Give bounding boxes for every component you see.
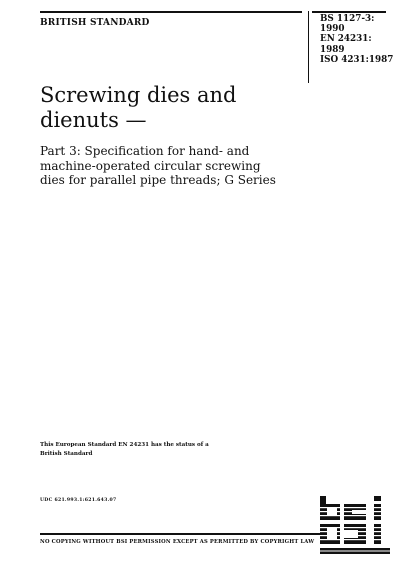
standard-number-line: ISO 4231:1987: [320, 54, 394, 65]
status-note-line: This European Standard EN 24231 has the status of a: [40, 442, 209, 448]
footer-rule: [40, 533, 340, 535]
udc-code: UDC 621.993.1:621.643.07: [40, 498, 117, 503]
document-subtitle: [40, 144, 285, 188]
status-note: [40, 441, 280, 459]
subtitle-line: Part 3: Specification for hand- and: [40, 144, 250, 158]
document-title: [40, 83, 280, 133]
standard-numbers: [320, 14, 400, 65]
bsi-logo: [318, 494, 392, 556]
header-rule: [40, 11, 302, 13]
header-rule-right: [312, 11, 386, 13]
subtitle-line: machine-operated circular screwing: [40, 158, 261, 173]
title-line: Screwing dies and: [40, 83, 237, 107]
subtitle-line: dies for parallel pipe threads; G Series: [40, 173, 276, 187]
title-line: dienuts —: [40, 108, 147, 132]
standard-number-line: 1989: [320, 44, 345, 55]
standard-number-line: BS 1127-3:: [320, 14, 375, 24]
publisher-label: BRITISH STANDARD: [40, 18, 150, 28]
copyright-notice: NO COPYING WITHOUT BSI PERMISSION EXCEPT AS PERMITTED BY COPYRIGHT LAW: [40, 539, 315, 545]
standard-number-line: EN 24231:: [320, 34, 372, 45]
standard-number-line: 1990: [320, 24, 345, 35]
status-note-line: British Standard: [40, 451, 93, 457]
header-vertical-rule: [308, 11, 309, 83]
